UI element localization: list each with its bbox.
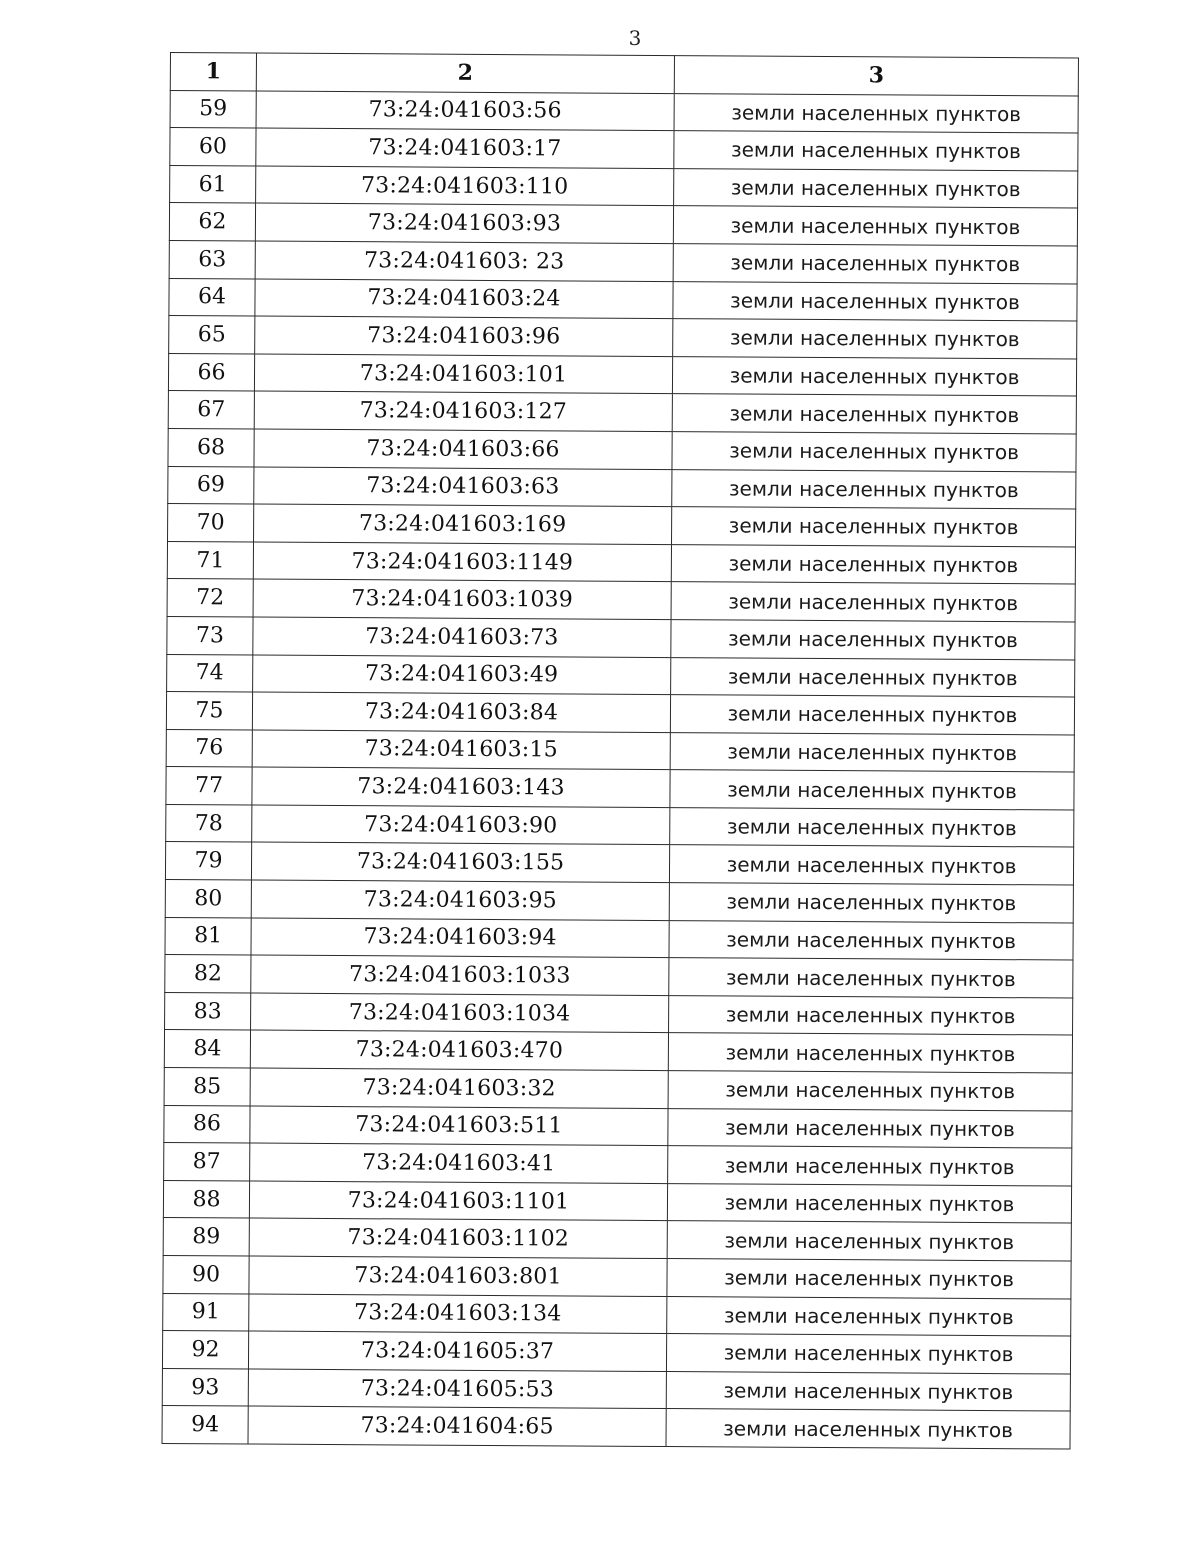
- cell-land-category: земли населенных пунктов: [668, 1033, 1072, 1073]
- cell-land-category: земли населенных пунктов: [670, 770, 1074, 810]
- cell-cadastral-number: 73:24:041603:90: [252, 805, 670, 845]
- cell-cadastral-number: 73:24:041603:101: [254, 354, 672, 394]
- cell-row-number: 59: [170, 90, 256, 128]
- cell-row-number: 87: [164, 1143, 250, 1181]
- cell-row-number: 71: [167, 541, 253, 579]
- cell-cadastral-number: 73:24:041603:1033: [251, 955, 669, 995]
- table-row: [169, 278, 1077, 321]
- cell-cadastral-number: 73:24:041605:37: [248, 1331, 666, 1371]
- cell-cadastral-number: 73:24:041603:41: [250, 1143, 668, 1183]
- cell-row-number: 75: [166, 692, 252, 730]
- table-row: [165, 917, 1073, 960]
- cell-land-category: земли населенных пунктов: [666, 1334, 1070, 1374]
- cell-row-number: 60: [170, 128, 256, 166]
- table-row: [168, 466, 1076, 509]
- cell-cadastral-number: 73:24:041603:24: [255, 279, 673, 319]
- cell-cadastral-number: 73:24:041603:1102: [249, 1218, 667, 1258]
- cell-land-category: земли населенных пунктов: [666, 1409, 1070, 1449]
- cell-cadastral-number: 73:24:041603:15: [252, 730, 670, 770]
- column-header-number: 1: [170, 53, 256, 91]
- cell-land-category: земли населенных пунктов: [667, 1221, 1071, 1261]
- cell-row-number: 63: [169, 240, 255, 278]
- table-row: [167, 541, 1075, 584]
- table-row: [167, 616, 1075, 659]
- table-row: [164, 1068, 1072, 1111]
- cell-land-category: земли населенных пунктов: [673, 206, 1077, 246]
- land-plots-table: [161, 52, 1078, 1449]
- cell-cadastral-number: 73:24:041603:155: [251, 842, 669, 882]
- cell-row-number: 81: [165, 917, 251, 955]
- cell-row-number: 82: [165, 955, 251, 993]
- cell-cadastral-number: 73:24:041603: 23: [255, 241, 673, 281]
- cell-cadastral-number: 73:24:041603:95: [251, 880, 669, 920]
- cell-land-category: земли населенных пунктов: [672, 394, 1076, 434]
- cell-row-number: 91: [163, 1293, 249, 1331]
- cell-row-number: 90: [163, 1255, 249, 1293]
- land-plots-table-container: [161, 52, 1077, 1449]
- cell-cadastral-number: 73:24:041603:32: [250, 1068, 668, 1108]
- cell-row-number: 70: [168, 504, 254, 542]
- cell-row-number: 84: [164, 1030, 250, 1068]
- cell-land-category: земли населенных пунктов: [671, 544, 1075, 584]
- table-row: [168, 428, 1076, 471]
- table-row: [170, 128, 1078, 171]
- cell-land-category: земли населенных пунктов: [673, 244, 1077, 284]
- cell-cadastral-number: 73:24:041603:66: [254, 429, 672, 469]
- cell-row-number: 85: [164, 1068, 250, 1106]
- cell-land-category: земли населенных пунктов: [669, 958, 1073, 998]
- cell-row-number: 83: [165, 992, 251, 1030]
- cell-land-category: земли населенных пунктов: [674, 131, 1078, 171]
- table-row: [169, 316, 1077, 359]
- cell-cadastral-number: 73:24:041603:134: [249, 1294, 667, 1334]
- cell-land-category: земли населенных пунктов: [668, 1071, 1072, 1111]
- table-row: [162, 1406, 1070, 1449]
- table-row: [163, 1255, 1071, 1298]
- cell-row-number: 79: [165, 842, 251, 880]
- cell-cadastral-number: 73:24:041603:110: [256, 166, 674, 206]
- page-number: 3: [628, 26, 642, 50]
- cell-cadastral-number: 73:24:041603:127: [254, 391, 672, 431]
- cell-cadastral-number: 73:24:041603:63: [254, 467, 672, 507]
- table-row: [164, 1030, 1072, 1073]
- cell-row-number: 67: [168, 391, 254, 429]
- cell-row-number: 92: [162, 1331, 248, 1369]
- table-row: [165, 842, 1073, 885]
- column-header-category: 3: [674, 56, 1078, 96]
- cell-cadastral-number: 73:24:041603:17: [256, 128, 674, 168]
- cell-land-category: земли населенных пунктов: [669, 845, 1073, 885]
- table-row: [169, 203, 1077, 246]
- cell-cadastral-number: 73:24:041603:49: [253, 655, 671, 695]
- cell-land-category: земли населенных пунктов: [672, 507, 1076, 547]
- table-row: [167, 654, 1075, 697]
- cell-row-number: 61: [170, 165, 256, 203]
- table-row: [169, 240, 1077, 283]
- cell-row-number: 62: [169, 203, 255, 241]
- cell-land-category: земли населенных пунктов: [668, 1108, 1072, 1148]
- cell-row-number: 72: [167, 579, 253, 617]
- cell-row-number: 89: [163, 1218, 249, 1256]
- cell-cadastral-number: 73:24:041603:470: [250, 1030, 668, 1070]
- cell-row-number: 93: [162, 1368, 248, 1406]
- table-row: [163, 1218, 1071, 1261]
- cell-land-category: земли населенных пунктов: [674, 93, 1078, 133]
- cell-row-number: 80: [165, 880, 251, 918]
- cell-land-category: земли населенных пунктов: [669, 920, 1073, 960]
- cell-cadastral-number: 73:24:041604:65: [248, 1406, 666, 1446]
- table-row: [166, 729, 1074, 772]
- cell-row-number: 78: [166, 804, 252, 842]
- column-header-cadastral: 2: [256, 53, 674, 93]
- cell-land-category: земли населенных пунктов: [670, 695, 1074, 735]
- cell-cadastral-number: 73:24:041603:1034: [251, 993, 669, 1033]
- table-row: [162, 1331, 1070, 1374]
- cell-cadastral-number: 73:24:041603:1149: [253, 542, 671, 582]
- cell-land-category: земли населенных пунктов: [669, 995, 1073, 1035]
- cell-land-category: земли населенных пунктов: [672, 469, 1076, 509]
- cell-row-number: 74: [167, 654, 253, 692]
- cell-land-category: земли населенных пунктов: [672, 432, 1076, 472]
- cell-land-category: земли населенных пунктов: [670, 732, 1074, 772]
- cell-row-number: 68: [168, 428, 254, 466]
- cell-land-category: земли населенных пунктов: [670, 807, 1074, 847]
- table-row: [165, 880, 1073, 923]
- cell-row-number: 65: [169, 316, 255, 354]
- cell-cadastral-number: 73:24:041603:96: [255, 316, 673, 356]
- cell-land-category: земли населенных пунктов: [667, 1259, 1071, 1299]
- table-row: [163, 1293, 1071, 1336]
- table-row: [167, 579, 1075, 622]
- cell-land-category: земли населенных пунктов: [672, 356, 1076, 396]
- cell-land-category: земли населенных пунктов: [673, 281, 1077, 321]
- cell-row-number: 64: [169, 278, 255, 316]
- table-row: [165, 992, 1073, 1035]
- cell-cadastral-number: 73:24:041603:1101: [249, 1181, 667, 1221]
- table-row: [162, 1368, 1070, 1411]
- table-row: [166, 804, 1074, 847]
- table-header-row: [170, 53, 1078, 96]
- cell-land-category: земли населенных пунктов: [669, 883, 1073, 923]
- table-row: [168, 504, 1076, 547]
- cell-land-category: земли населенных пунктов: [666, 1371, 1070, 1411]
- cell-row-number: 76: [166, 729, 252, 767]
- table-row: [163, 1180, 1071, 1223]
- cell-cadastral-number: 73:24:041603:169: [254, 504, 672, 544]
- table-row: [164, 1143, 1072, 1186]
- cell-row-number: 66: [168, 353, 254, 391]
- table-row: [170, 165, 1078, 208]
- cell-cadastral-number: 73:24:041603:93: [255, 203, 673, 243]
- cell-land-category: земли населенных пунктов: [673, 319, 1077, 359]
- cell-row-number: 88: [163, 1180, 249, 1218]
- cell-row-number: 73: [167, 616, 253, 654]
- table-body: [162, 90, 1078, 1449]
- cell-row-number: 77: [166, 767, 252, 805]
- table-row: [168, 391, 1076, 434]
- cell-land-category: земли населенных пунктов: [671, 582, 1075, 622]
- table-row: [164, 1105, 1072, 1148]
- table-row: [165, 955, 1073, 998]
- cell-cadastral-number: 73:24:041603:84: [252, 692, 670, 732]
- cell-row-number: 69: [168, 466, 254, 504]
- table-row: [170, 90, 1078, 133]
- cell-cadastral-number: 73:24:041603:56: [256, 91, 674, 131]
- cell-land-category: земли населенных пунктов: [674, 168, 1078, 208]
- cell-cadastral-number: 73:24:041603:94: [251, 918, 669, 958]
- cell-land-category: земли населенных пунктов: [671, 657, 1075, 697]
- cell-land-category: земли населенных пунктов: [668, 1146, 1072, 1186]
- table-row: [168, 353, 1076, 396]
- cell-cadastral-number: 73:24:041605:53: [248, 1369, 666, 1409]
- cell-land-category: земли населенных пунктов: [671, 619, 1075, 659]
- cell-row-number: 86: [164, 1105, 250, 1143]
- cell-cadastral-number: 73:24:041603:143: [252, 767, 670, 807]
- cell-land-category: земли населенных пунктов: [667, 1183, 1071, 1223]
- cell-cadastral-number: 73:24:041603:73: [253, 617, 671, 657]
- cell-row-number: 94: [162, 1406, 248, 1444]
- cell-cadastral-number: 73:24:041603:801: [249, 1256, 667, 1296]
- cell-land-category: земли населенных пунктов: [667, 1296, 1071, 1336]
- table-row: [166, 767, 1074, 810]
- cell-cadastral-number: 73:24:041603:1039: [253, 579, 671, 619]
- cell-cadastral-number: 73:24:041603:511: [250, 1106, 668, 1146]
- table-row: [166, 692, 1074, 735]
